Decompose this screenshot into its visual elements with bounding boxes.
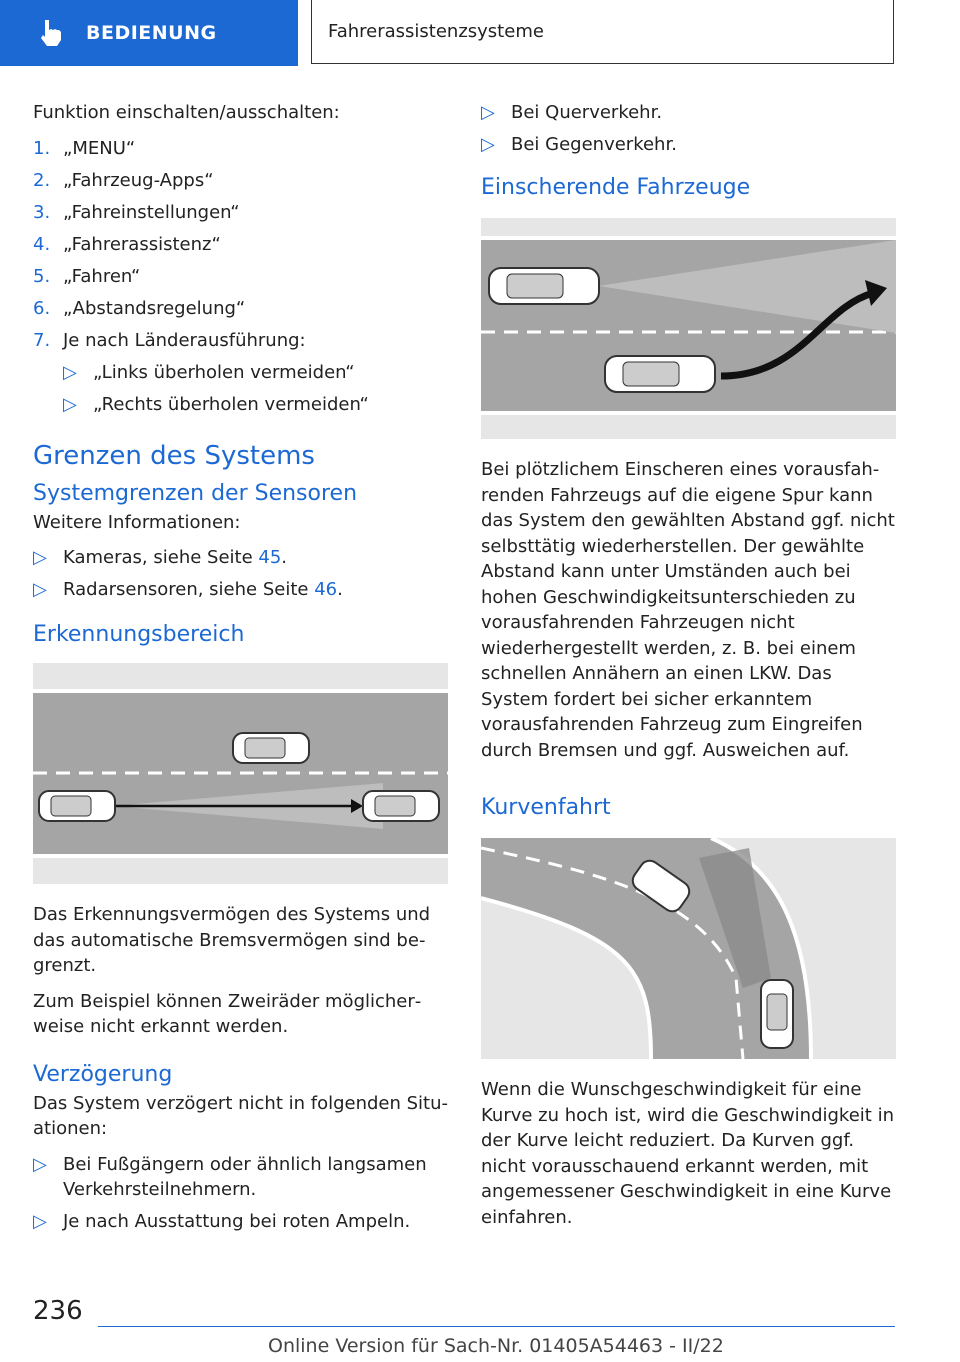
heading-grenzen: Grenzen des Systems [33,440,315,471]
list-item: 1. „MENU“ [33,137,136,159]
section-tab[interactable] [0,0,298,66]
list-item: ▷ „Links überholen vermeiden“ [63,361,355,383]
kurvenfahrt-paragraph: Wenn die Wunschgeschwindigkeit für eine Kurve zu hoch ist, wird die Geschwindigkeit in der Kurve leicht reduziert. Da Kurven ggf. nicht vorausschauend erkannt werden, mit angemessener Geschwindigkeit in eine Kurve einfahren. [481,1079,894,1228]
erkennung-paragraph-1: Das Erkennungsvermögen des Systems und das automatische Bremsvermögen sind begrenzt. [33,904,431,976]
verzoegerung-text: Das System verzögert nicht in folgenden Situationen: [33,1092,449,1139]
hand-pointer-icon [36,16,70,50]
list-item: ▷ Bei Gegenverkehr. [481,134,677,155]
verzoegerung-list [33,1152,449,1234]
right-column [481,100,897,1240]
list-item: ▷ „Rechts überholen vermeiden“ [63,393,369,415]
list-item: 6. „Abstandsregelung“ [33,297,246,319]
list-item: ▷ Je nach Ausstattung bei roten Ampeln. [33,1210,411,1232]
einscherende-paragraph: Bei plötzlichem Einscheren eines vorausfahrenden Fahrzeugs auf die eigene Spur kann das System den gewählten Abstand ggf. nicht selbsttätig wiederherstellen. Der gewählte Abstand kann unter Umständen auch bei hohen Geschwindigkeitsunterschieden zu vorausfahrenden Fahrzeugen nicht wiederhergestellt werden, z. B. bei einem schnellen Annähern an einen LKW. Das System fordert bei sicher erkanntem vorausfahrenden Fahrzeug zum Eingreifen durch Bremsen und ggf. Ausweichen auf. [481,459,895,761]
curve-illustration [481,838,896,1059]
step-list [33,136,449,353]
list-item: 5. „Fahren“ [33,265,141,287]
page-link[interactable]: 46 [314,579,338,600]
heading-einscherende: Einscherende Fahrzeuge [481,175,751,200]
chapter-title-text: Fahrerassistenzsysteme [328,21,544,42]
car-icon [605,356,715,392]
heading-verzoegerung: Verzögerung [33,1061,173,1087]
heading-erkennung: Erkennungsbereich [33,622,245,647]
heading-kurvenfahrt: Kurvenfahrt [481,795,611,820]
chapter-title [311,0,894,64]
section-label: BEDIENUNG [86,22,217,44]
list-item: ▷ Kameras, siehe Seite 45. [33,547,288,568]
detection-range-illustration [33,663,448,884]
car-icon [489,268,599,304]
car-icon [363,791,439,821]
verzoegerung-list-cont [481,100,897,157]
list-item: 7. Je nach Länderausführung: [33,329,306,351]
footer-divider [98,1326,895,1327]
erkennung-paragraph-2: Zum Beispiel können Zweiräder möglicherweise nicht erkannt werden. [33,990,422,1037]
list-item: 3. „Fahreinstellungen“ [33,201,240,223]
list-item: 2. „Fahrzeug-Apps“ [33,169,214,191]
page-link[interactable]: 45 [258,547,282,568]
cut-in-illustration [481,218,896,439]
list-item: ▷ Bei Fußgängern oder ähnlich langsamen Verkehrsteilnehmern. [33,1153,427,1200]
left-column [33,100,449,1241]
car-icon [39,791,115,821]
sensor-list [33,545,449,602]
page-number: 236 [33,1296,83,1326]
weitere-text: Weitere Informationen: [33,511,241,533]
heading-sensoren: Systemgrenzen der Sensoren [33,480,358,506]
list-item: ▷ Bei Querverkehr. [481,102,663,123]
footer-text: Online Version für Sach-Nr. 01405A54463 - II/22 [268,1335,724,1357]
list-item: ▷ Radarsensoren, siehe Seite 46. [33,579,343,600]
substep-list [33,360,449,417]
list-item: 4. „Fahrerassistenz“ [33,233,221,255]
intro-text: Funktion einschalten/ausschalten: [33,102,340,123]
car-icon [761,980,793,1048]
car-icon [233,733,309,763]
